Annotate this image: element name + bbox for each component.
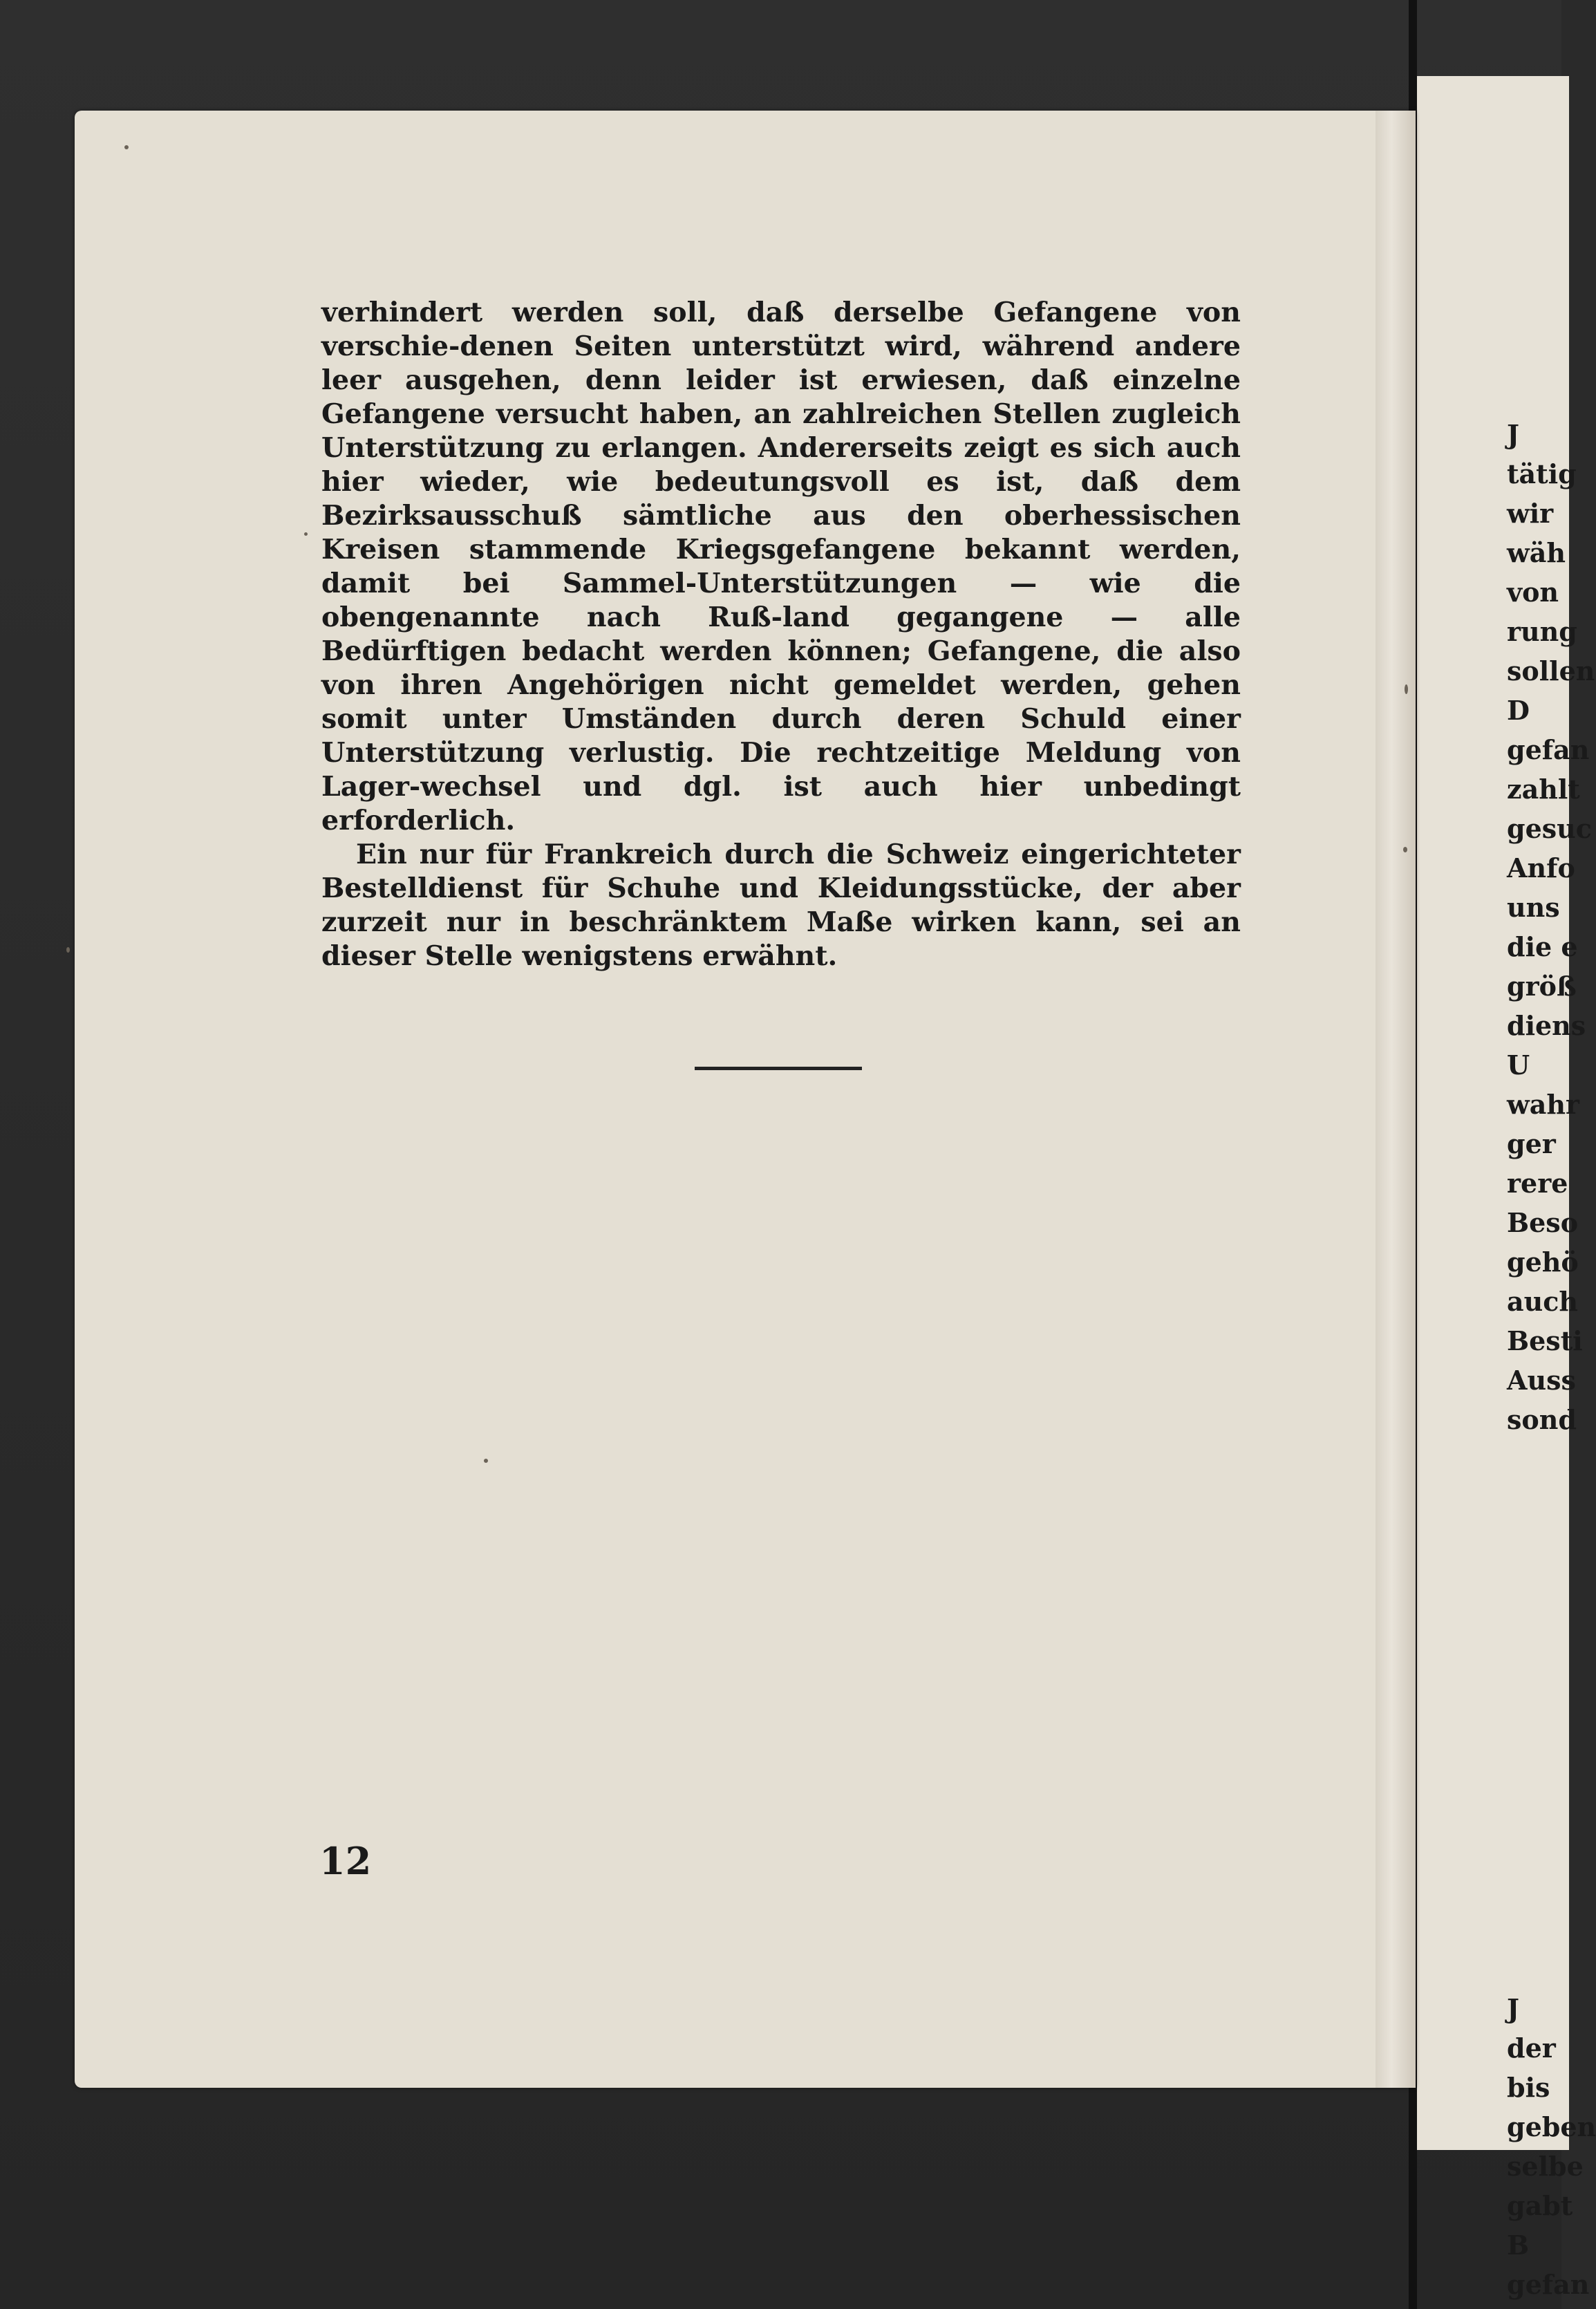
paper-speck (304, 532, 308, 536)
facing-page-fragment: größ (1507, 971, 1577, 1002)
paper-speck (124, 145, 129, 149)
facing-page-fragment: wir (1507, 498, 1554, 529)
paper-speck (66, 947, 70, 953)
facing-page-fragment: sond (1507, 1404, 1577, 1435)
facing-page-fragment: bis (1507, 2072, 1550, 2103)
paper-speck (1403, 847, 1407, 852)
facing-page-fragment: geben (1507, 2111, 1596, 2142)
body-text (321, 296, 1241, 973)
facing-page-fragment: gefan (1507, 734, 1590, 765)
paper-speck (484, 1459, 488, 1463)
facing-page-fragment: B (1507, 2229, 1530, 2261)
paragraph-2: Ein nur für Frankreich durch die Schweiz eingerichteter Bestelldienst für Schuhe und Kleidungsstücke, der aber zurzeit nur in beschränktem Maße wirken kann, sei an dieser Stelle wenigstens erwähnt. (321, 839, 1241, 972)
facing-page-fragment: zahlt (1507, 774, 1580, 805)
facing-page-fragment: auch (1507, 1286, 1579, 1317)
facing-page-fragment: D (1507, 695, 1530, 726)
facing-page-fragment: sollen (1507, 655, 1595, 686)
facing-page-fragment: rung (1507, 616, 1577, 647)
facing-page-fragment: wäh (1507, 537, 1566, 568)
paragraph-1: verhindert werden soll, daß derselbe Gefangene von verschie-denen Seiten unterstützt wird, während andere leer ausgehen, denn leider ist erwiesen, daß einzelne Gefangene versucht haben, an zahlreichen Stellen zugleich Unterstützung zu erlangen. Andererseits zeigt es sich auch hier wieder, wie bedeutungsvoll es ist, daß dem Bezirksausschuß sämtliche aus den oberhessischen Kreisen stammende Kriegsgefangene bekannt werden, damit bei Sammel-Unterstützungen — wie die obengenannte nach Ruß-land gegangene — alle Bedürftigen bedacht werden können; Gefangene, die also von ihren Angehörigen nicht gemeldet werden, gehen somit unter Umständen durch deren Schuld einer Unterstützung verlustig. Die rechtzeitige Meldung von Lager-wechsel und dgl. ist auch hier unbedingt erforderlich. (321, 297, 1241, 836)
facing-page-fragment: tätig (1507, 458, 1577, 489)
facing-page-fragment: Auss (1507, 1365, 1576, 1396)
facing-page-fragment: J (1507, 1993, 1519, 2024)
facing-page-fragment: uns (1507, 892, 1560, 923)
facing-page-fragment: der (1507, 2032, 1556, 2064)
facing-page-fragment: U (1507, 1049, 1530, 1081)
facing-page-fragment: gehö (1507, 1246, 1579, 1278)
facing-page-fragment: selbe (1507, 2151, 1584, 2182)
facing-page-fragment: Anfo (1507, 852, 1575, 884)
facing-page-fragment: gesuc (1507, 813, 1592, 844)
facing-page-fragment: die e (1507, 931, 1578, 962)
facing-page-fragment: ger (1507, 1128, 1556, 1159)
page-edge (1376, 111, 1416, 2088)
paper-speck (1405, 684, 1408, 694)
facing-page-text (1507, 415, 1596, 2304)
facing-page-fragment: gabt (1507, 2190, 1573, 2221)
page-number: 12 (319, 1839, 372, 1883)
facing-page-fragment: rere (1507, 1168, 1568, 1199)
facing-page-gap (1507, 1439, 1596, 1989)
facing-page-fragment: wahr (1507, 1089, 1579, 1120)
facing-page-fragment: diens (1507, 1010, 1586, 1041)
facing-page-fragment: Beso (1507, 1207, 1579, 1238)
facing-page-fragment: Besti (1507, 1325, 1583, 1356)
facing-page-fragment: gefan (1507, 2269, 1590, 2300)
section-divider (695, 1067, 862, 1070)
facing-page-fragment: von (1507, 577, 1559, 608)
facing-page-fragment: J (1507, 419, 1519, 450)
